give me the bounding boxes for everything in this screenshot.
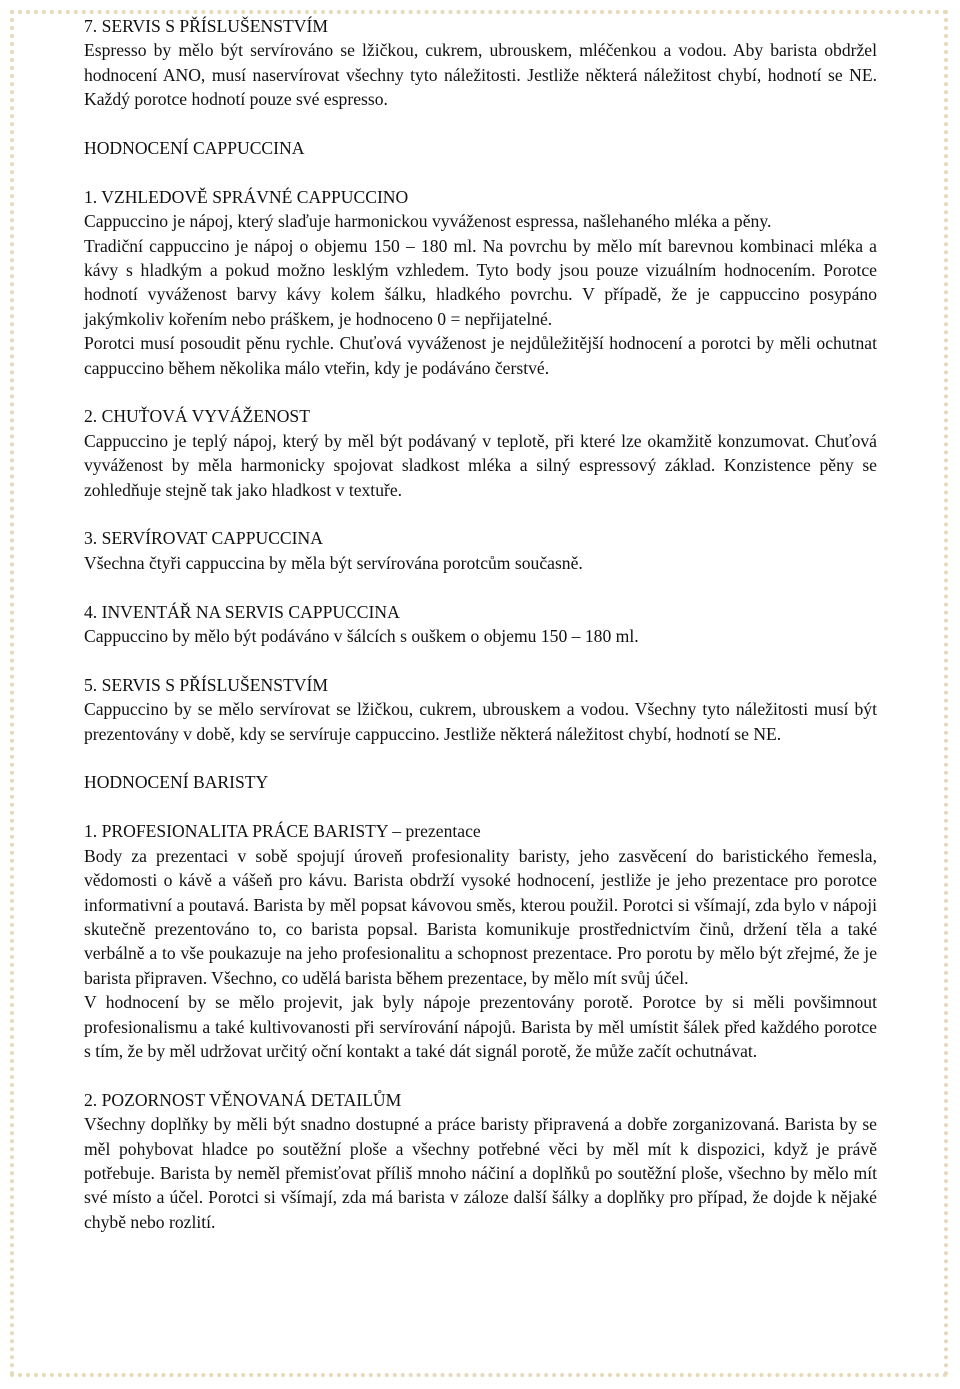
paragraph-servis-cappuccino: Cappuccino by se mělo servírovat se lžičkou, cukrem, ubrouskem a vodou. Všechny tyto náležitosti musí být prezentovány v době, kdy se servíruje cappuccino. Jestliže některá náležitost chybí, hodnotí se NE. (84, 699, 877, 744)
paragraph-inventar: Cappuccino by mělo být podáváno v šálcích s ouškem o objemu 150 – 180 ml. (84, 626, 639, 647)
section-heading-profesionalita: 1. PROFESIONALITA PRÁCE BARISTY – prezentace (84, 821, 481, 842)
paragraph-profesionalita-2: V hodnocení by se mělo projevit, jak byly nápoje prezentovány porotě. Porotce by si měli povšimnout profesionalismu a také kultivovanosti při servírování nápojů. Barista by měl umístit šálek před každého porotce s tím, že by měl udržovat určitý oční kontakt a také dát signál porotě, že může začít ochutnávat. (84, 992, 877, 1061)
section-heading-inventar: 4. INVENTÁŘ NA SERVIS CAPPUCCINA (84, 601, 400, 622)
paragraph-servirovat: Všechna čtyři cappuccina by měla být servírována porotcům současně. (84, 552, 583, 573)
paragraph-vzhled-1: Cappuccino je nápoj, který slaďuje harmonickou vyváženost espressa, našlehaného mléka a pěny. (84, 211, 772, 232)
section-heading-servis-cappuccino: 5. SERVIS S PŘÍSLUŠENSTVÍM (84, 674, 328, 695)
paragraph-pozornost: Všechny doplňky by měli být snadno dostupné a práce baristy připravená a dobře zorganizovaná. Barista by se měl pohybovat hladce po soutěžní ploše a všechny potřebné věci by měl mít k dispozici, když je právě potřebuje. Barista by neměl přemisťovat příliš mnoho náčiní a doplňků po soutěžní ploše, všechno by mělo mít své místo a účel. Porotci si všímají, zda má barista v záloze další šálky a doplňky pro případ, že dojde k nějaké chybě nebo rozlití. (84, 1114, 877, 1232)
section-heading-servirovat: 3. SERVÍROVAT CAPPUCCINA (84, 528, 323, 549)
section-heading-chut: 2. CHUŤOVÁ VYVÁŽENOST (84, 406, 310, 427)
paragraph-profesionalita-1: Body za prezentaci v sobě spojují úroveň profesionality baristy, jeho zasvěcení do baristického řemesla, vědomosti o kávě a vášeň pro kávu. Barista obdrží vysoké hodnocení, jestliže je jeho prezentace pro porotce informativní a poutavá. Barista by měl popsat kávovou směs, kterou použil. Porotci si všímají, zda bylo v nápoji skutečně prezentováno to, co barista popsal. Barista komunikuje prostřednictvím činů, držení těla a také verbálně a to vše poukazuje na jeho profesionalitu a schopnost prezentace. Pro porotu by mělo být zřejmé, že je barista připraven. Všechno, co udělá barista během prezentace, by mělo mít svůj účel. (84, 845, 877, 988)
section-title-barista: HODNOCENÍ BARISTY (84, 772, 269, 793)
section-heading-pozornost: 2. POZORNOST VĚNOVANÁ DETAILŮM (84, 1089, 402, 1110)
paragraph-vzhled-2: Tradiční cappuccino je nápoj o objemu 150 – 180 ml. Na povrchu by mělo mít barevnou kombinaci mléka a kávy s hladkým a pokud možno lesklým vzhledem. Tyto body jsou pouze vizuálním hodnocením. Porotce hodnotí vyváženost barvy kávy kolem šálku, hladkého povrchu. V případě, že je cappuccino posypáno jakýmkoliv kořením nebo práškem, je hodnoceno 0 = nepřijatelné. (84, 235, 877, 329)
paragraph-servis-espresso: Espresso by mělo být servírováno se lžičkou, cukrem, ubrouskem, mléčenkou a vodou. Aby barista obdržel hodnocení ANO, musí naservírovat všechny tyto náležitosti. Jestliže některá náležitost chybí, hodnotí se NE. Každý porotce hodnotí pouze své espresso. (84, 40, 877, 110)
section-title-cappuccino: HODNOCENÍ CAPPUCCINA (84, 138, 305, 159)
section-heading-servis-espresso: 7. SERVIS S PŘÍSLUŠENSTVÍM (84, 16, 328, 36)
section-heading-vzhled: 1. VZHLEDOVĚ SPRÁVNÉ CAPPUCCINO (84, 186, 409, 207)
paragraph-chut: Cappuccino je teplý nápoj, který by měl být podávaný v teplotě, při které lze okamžitě konzumovat. Chuťová vyváženost by měla harmonicky spojovat sladkost mléka a silný espressový základ. Konzistence pěny se zohledňuje stejně tak jako hladkost v textuře. (84, 430, 877, 500)
paragraph-vzhled-3: Porotci musí posoudit pěnu rychle. Chuťová vyváženost je nejdůležitější hodnocení a porotci by měli ochutnat cappuccino během několika málo vteřin, kdy je podáváno čerstvé. (84, 333, 877, 378)
document-page (84, 14, 877, 1234)
